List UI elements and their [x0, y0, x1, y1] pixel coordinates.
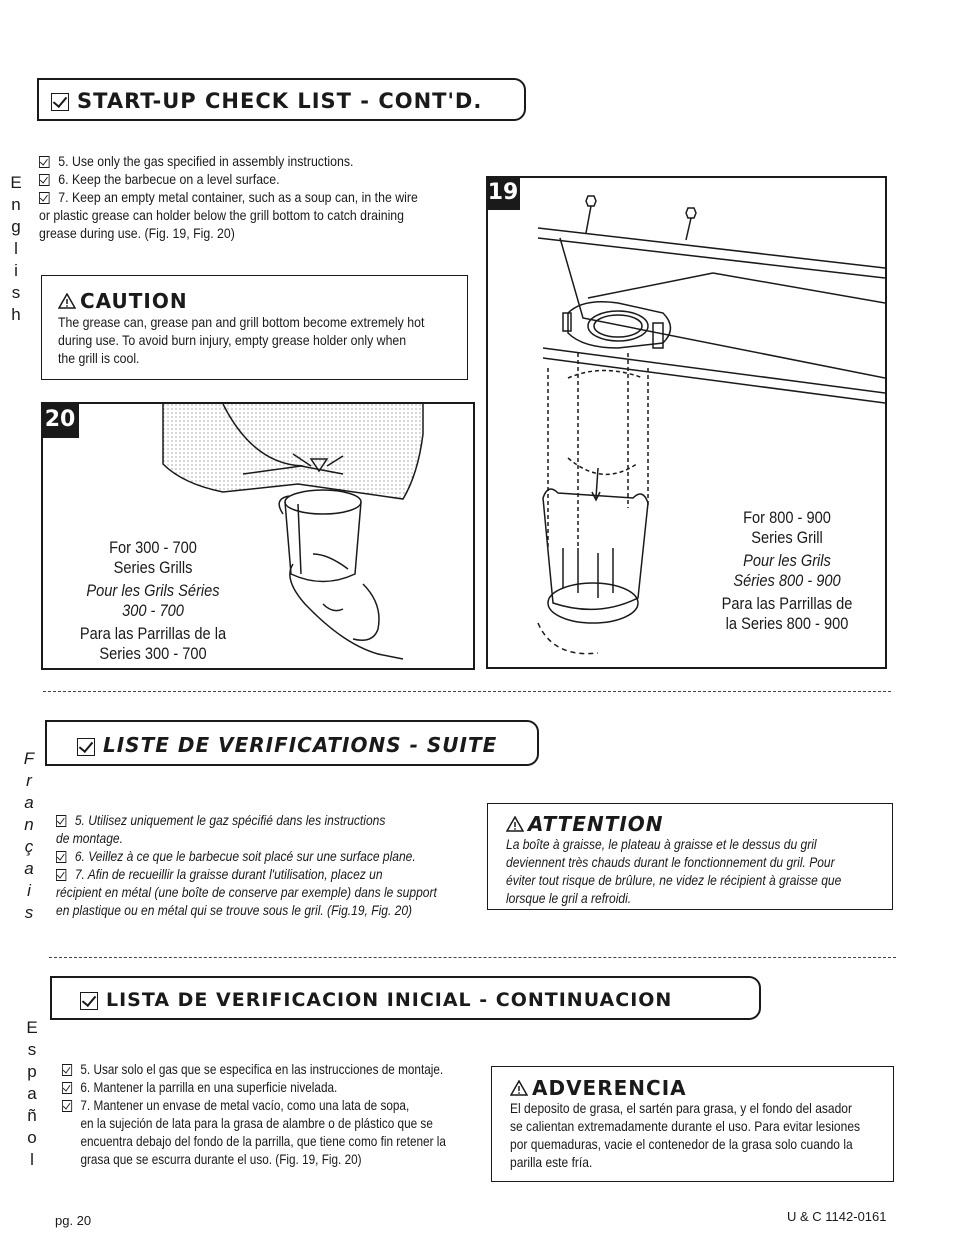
spanish-side-label: E s p a ñ o l: [26, 1018, 38, 1169]
document-code: U & C 1142-0161: [787, 1209, 887, 1224]
french-header: [45, 720, 539, 766]
checkbox-icon: [56, 851, 66, 863]
adverencia-box: [491, 1066, 894, 1182]
attention-box: [487, 803, 893, 910]
checkbox-icon: [51, 93, 69, 111]
attention-text: La boîte à graisse, le plateau à graisse et le dessus du gril deviennent très chauds durant le fonctionnement du gril. Pour éviter tout risque de brûlure, ne videz le récipient à graisse que lorsque le gril a refroidi.: [506, 836, 842, 906]
section-divider: [49, 957, 896, 958]
figure-19: [486, 176, 887, 669]
checkbox-icon: [39, 174, 50, 186]
checkbox-icon: [56, 869, 66, 881]
english-item-7: 7. Keep an empty metal container, such as a soup can, in the wire: [39, 188, 417, 206]
spanish-checklist: 5. Usar solo el gas que se especifica en las instrucciones de montaje. 6. Mantener la parrilla en una superficie nivelada. 7. Mantener un envase de metal vacío, como una lata de sopa, en la sujeción de lata para la grasa de alambre o de plástico que se encuentra debajo del fondo de la parrilla, que tiene como fin retener la grasa que se escurra durante el uso. (Fig. 19, Fig. 20): [62, 1060, 457, 1168]
adverencia-title: ADVERENCIA: [510, 1076, 687, 1100]
english-checklist: 5. Use only the gas specified in assembly instructions. 6. Keep the barbecue on a level surface. 7. Keep an empty metal container, such as a soup can, in the wire or plastic grease can holder below the grill bottom to catch draining grease during use. (Fig. 19, Fig. 20): [39, 153, 418, 241]
figure-20-number: 20: [41, 402, 79, 438]
french-checklist: 5. Utilisez uniquement le gaz spécifié dans les instructions de montage. 6. Veillez à ce que le barbecue soit placé sur une surface plane. 7. Afin de recueillir la graisse durant l'utilisation, placez un récipient en métal (une boîte de conserve par exemple) dans le support en plastique ou en métal qui se trouve sous le gril. (Fig.19, Fig. 20): [56, 812, 437, 918]
checkbox-icon: [77, 738, 95, 756]
french-header-title: LISTE DE VERIFICATIONS - SUITE: [77, 733, 497, 757]
checkbox-icon: [62, 1082, 72, 1094]
spanish-header-title: LISTA DE VERIFICACION INICIAL - CONTINUACION: [80, 989, 672, 1011]
checkbox-icon: [56, 815, 66, 827]
caution-text: The grease can, grease pan and grill bottom become extremely hot during use. To avoid burn injury, empty grease holder only when the grill is cool.: [58, 314, 425, 366]
french-item-7: 7. Afin de recueillir la graisse durant l'utilisation, placez un: [56, 865, 434, 883]
page-number: pg. 20: [55, 1213, 92, 1228]
figure-20: [41, 402, 475, 670]
english-header-title: START-UP CHECK LIST - CONT'D.: [51, 89, 482, 113]
figure-19-caption: For 800 - 900 Series Grill Pour les Grils Séries 800 - 900 Para las Parrillas de la Series 800 - 900: [721, 508, 853, 633]
checkbox-icon: [39, 192, 50, 204]
checkbox-icon: [80, 992, 98, 1010]
french-item-6: 6. Veillez à ce que le barbecue soit placé sur une surface plane.: [56, 847, 434, 865]
spanish-item-5: 5. Usar solo el gas que se especifica en las instrucciones de montaje.: [62, 1060, 457, 1078]
adverencia-text: El deposito de grasa, el sartén para grasa, y el fondo del asador se calientan extremadamente durante el uso. Para evitar lesiones por quemaduras, vacie el contenedor de la grasa solo cuando la parilla este fría.: [510, 1100, 861, 1170]
caution-box: [41, 275, 468, 380]
section-divider: [43, 691, 891, 692]
english-item-5: 5. Use only the gas specified in assembly instructions.: [39, 152, 417, 170]
caution-title: CAUTION: [58, 289, 188, 313]
checkbox-icon: [39, 156, 50, 168]
warning-triangle-icon: [510, 1080, 528, 1096]
english-header: [37, 78, 526, 121]
french-item-5: 5. Utilisez uniquement le gaz spécifié dans les instructions: [56, 811, 434, 829]
checkbox-icon: [62, 1100, 72, 1112]
english-side-label: E n g l i s h: [10, 173, 22, 324]
checkbox-icon: [62, 1064, 72, 1076]
figure-19-number: 19: [486, 176, 520, 210]
warning-triangle-icon: [506, 816, 524, 832]
french-side-label: F r a n ç a i s: [23, 749, 35, 922]
spanish-item-7: 7. Mantener un envase de metal vacío, como una lata de sopa,: [62, 1096, 457, 1114]
attention-title: ATTENTION: [506, 812, 664, 836]
spanish-header: [50, 976, 761, 1020]
figure-20-caption: For 300 - 700 Series Grills Pour les Grils Séries 300 - 700 Para las Parrillas de la Series 300 - 700: [79, 538, 227, 663]
spanish-item-6: 6. Mantener la parrilla en una superficie nivelada.: [62, 1078, 457, 1096]
english-item-6: 6. Keep the barbecue on a level surface.: [39, 170, 417, 188]
warning-triangle-icon: [58, 293, 76, 309]
